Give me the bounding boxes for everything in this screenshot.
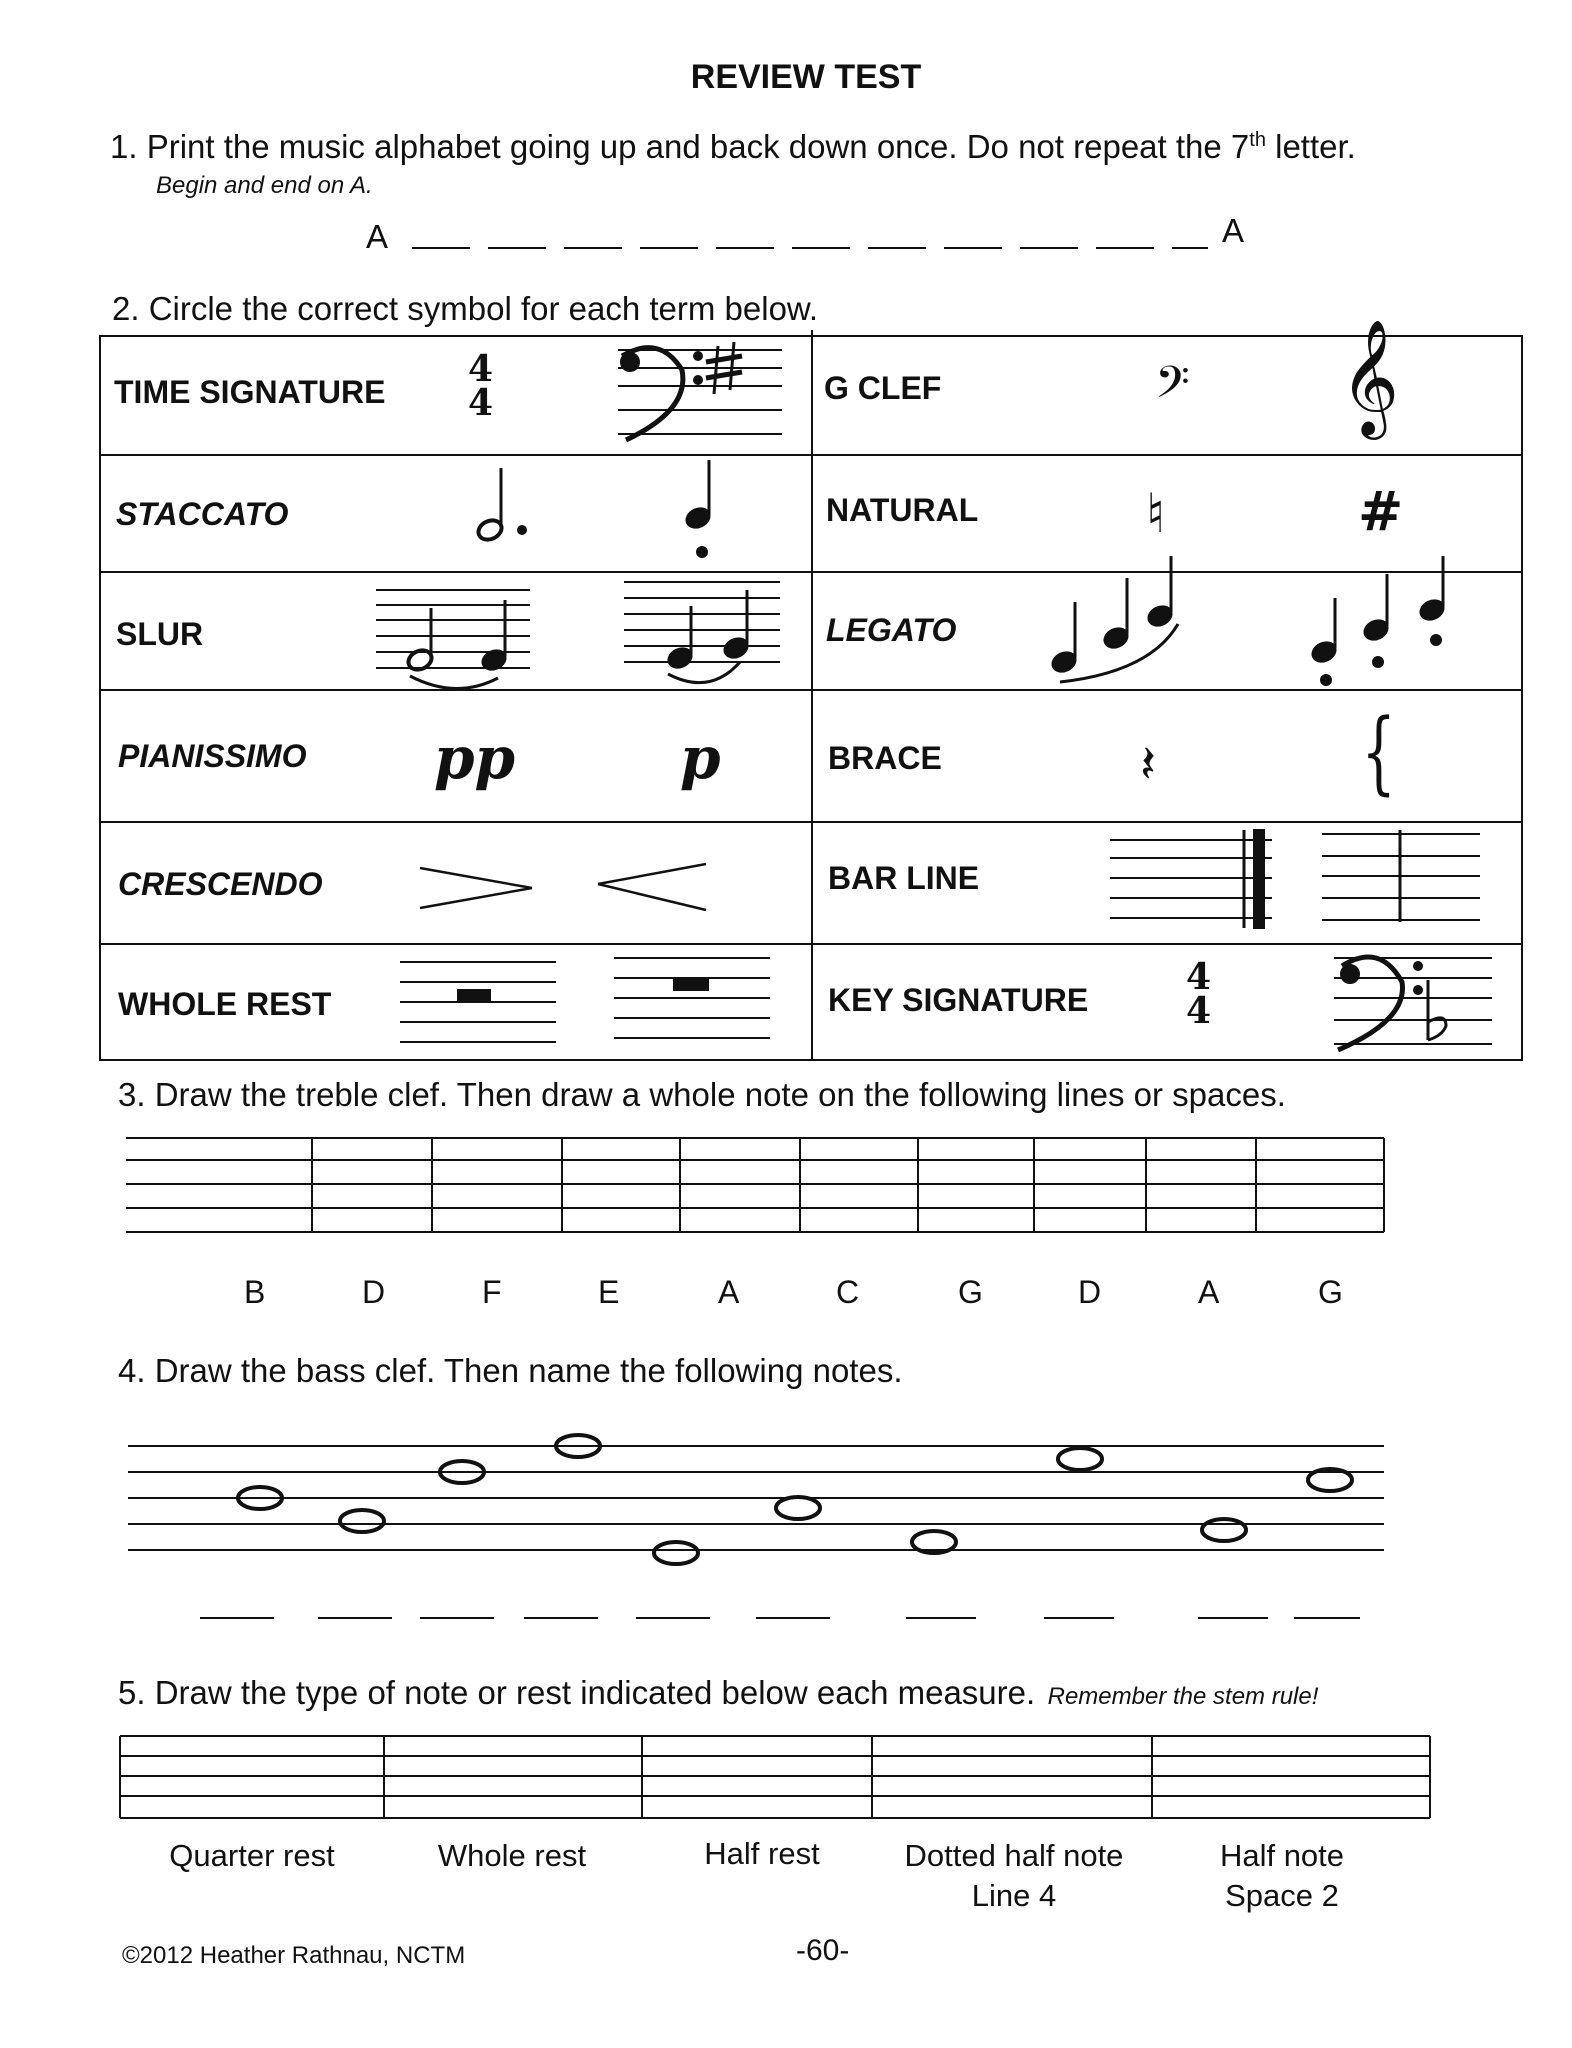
- decrescendo-hairpin-icon: [420, 868, 532, 908]
- note-letter: B: [244, 1274, 266, 1310]
- note-letter: C: [836, 1274, 860, 1310]
- measure-label-line2: Space 2: [1225, 1878, 1339, 1913]
- copyright: ©2012 Heather Rathnau, NCTM: [122, 1942, 466, 1969]
- sharp-sign-icon: #: [1358, 480, 1404, 543]
- question-1-instruction: Begin and end on A.: [156, 172, 373, 199]
- measure-label: [1170, 1836, 1394, 1916]
- measure-label: [140, 1838, 364, 1874]
- quarter-rest-icon: 𝄽: [1140, 735, 1156, 795]
- brace-icon: {: [1361, 700, 1396, 805]
- key-signature-bottom: 4: [1186, 990, 1212, 1032]
- question-1-sup: th: [1249, 129, 1266, 151]
- measure-label-line1: Whole rest: [437, 1838, 587, 1873]
- term-key-signature: KEY SIGNATURE: [828, 982, 1089, 1018]
- alphabet-end-letter: A: [1222, 212, 1245, 249]
- slur-staff-icon-1: [376, 590, 530, 689]
- note-letter: G: [1318, 1274, 1343, 1310]
- half-rest-staff-icon: [400, 962, 556, 1042]
- term-time-signature: TIME SIGNATURE: [114, 374, 386, 410]
- measure-label-line2: Line 4: [971, 1878, 1057, 1913]
- crescendo-hairpin-icon: [598, 864, 706, 910]
- bass-clef-icon: 𝄢: [1155, 356, 1190, 419]
- term-crescendo: CRESCENDO: [118, 866, 323, 902]
- note-letter: A: [718, 1274, 740, 1310]
- term-staccato: STACCATO: [116, 496, 289, 532]
- staccato-notes-icon: [1309, 556, 1446, 685]
- term-brace: BRACE: [828, 740, 942, 776]
- terms-table: [100, 330, 1522, 1060]
- term-pianissimo: PIANISSIMO: [118, 738, 307, 774]
- question-1-text: 1. Print the music alphabet going up and back down once. Do not repeat the 7: [110, 128, 1250, 165]
- bass-clef-flat-staff-icon: [1334, 957, 1492, 1050]
- term-whole-rest: WHOLE REST: [118, 986, 332, 1022]
- legato-slurred-notes-icon: [1049, 556, 1178, 682]
- final-barline-staff-icon: [1110, 830, 1272, 928]
- note-letter: E: [598, 1274, 620, 1310]
- dynamic-p-icon: p: [680, 724, 721, 792]
- single-barline-staff-icon: [1322, 830, 1480, 922]
- note-letter: G: [958, 1274, 983, 1310]
- note-letter: A: [1198, 1274, 1220, 1310]
- slur-staff-icon-2: [624, 582, 780, 683]
- term-slur: SLUR: [116, 616, 204, 652]
- measure-label: [876, 1836, 1152, 1916]
- time-signature-bottom: 4: [468, 382, 494, 424]
- note-letter: D: [362, 1274, 386, 1310]
- question-1-text-end: letter.: [1265, 128, 1356, 165]
- note-rest-staff: [120, 1736, 1430, 1818]
- staccato-quarter-note-icon: [683, 460, 712, 557]
- question-3-text: 3. Draw the treble clef. Then draw a whole note on the following lines or spaces.: [118, 1076, 1286, 1113]
- term-bar-line: BAR LINE: [828, 860, 980, 896]
- measure-label-line1: Half note: [1219, 1838, 1345, 1873]
- term-natural: NATURAL: [826, 492, 979, 528]
- time-signature-top: 4: [468, 348, 494, 390]
- treble-staff-measures: [126, 1138, 1384, 1232]
- note-letter: F: [482, 1274, 502, 1310]
- natural-sign-icon: ♮: [1146, 482, 1166, 545]
- note-letter: D: [1078, 1274, 1102, 1310]
- page-number: -60-: [796, 1934, 850, 1967]
- bass-staff: [128, 1446, 1384, 1550]
- measure-label: [650, 1836, 874, 1872]
- bass-staff-notes: [238, 1435, 1352, 1564]
- alphabet-start-letter: A: [366, 218, 389, 255]
- page-title: REVIEW TEST: [690, 58, 922, 96]
- term-legato: LEGATO: [826, 612, 957, 648]
- measure-label: [400, 1838, 624, 1874]
- question-2-text: 2. Circle the correct symbol for each term below.: [112, 290, 819, 327]
- question-5-text: 5. Draw the type of note or rest indicated below each measure.: [118, 1674, 1036, 1711]
- dynamic-pp-icon: pp: [434, 724, 516, 792]
- measure-label-line1: Dotted half note: [904, 1838, 1124, 1873]
- key-signature-top: 4: [1186, 956, 1212, 998]
- whole-rest-staff-icon: [614, 958, 770, 1038]
- measure-label-line1: Quarter rest: [169, 1838, 335, 1873]
- dotted-half-note-icon: [475, 468, 526, 543]
- question-5-note: Remember the stem rule!: [1047, 1683, 1319, 1710]
- question-4-text: 4. Draw the bass clef. Then name the following notes.: [118, 1352, 903, 1389]
- bass-clef-sharp-staff-icon: [618, 342, 782, 440]
- treble-clef-icon: 𝄞: [1340, 318, 1400, 435]
- term-g-clef: G CLEF: [824, 370, 942, 406]
- measure-label-line1: Half rest: [704, 1836, 820, 1871]
- question-5: [118, 1674, 1318, 1712]
